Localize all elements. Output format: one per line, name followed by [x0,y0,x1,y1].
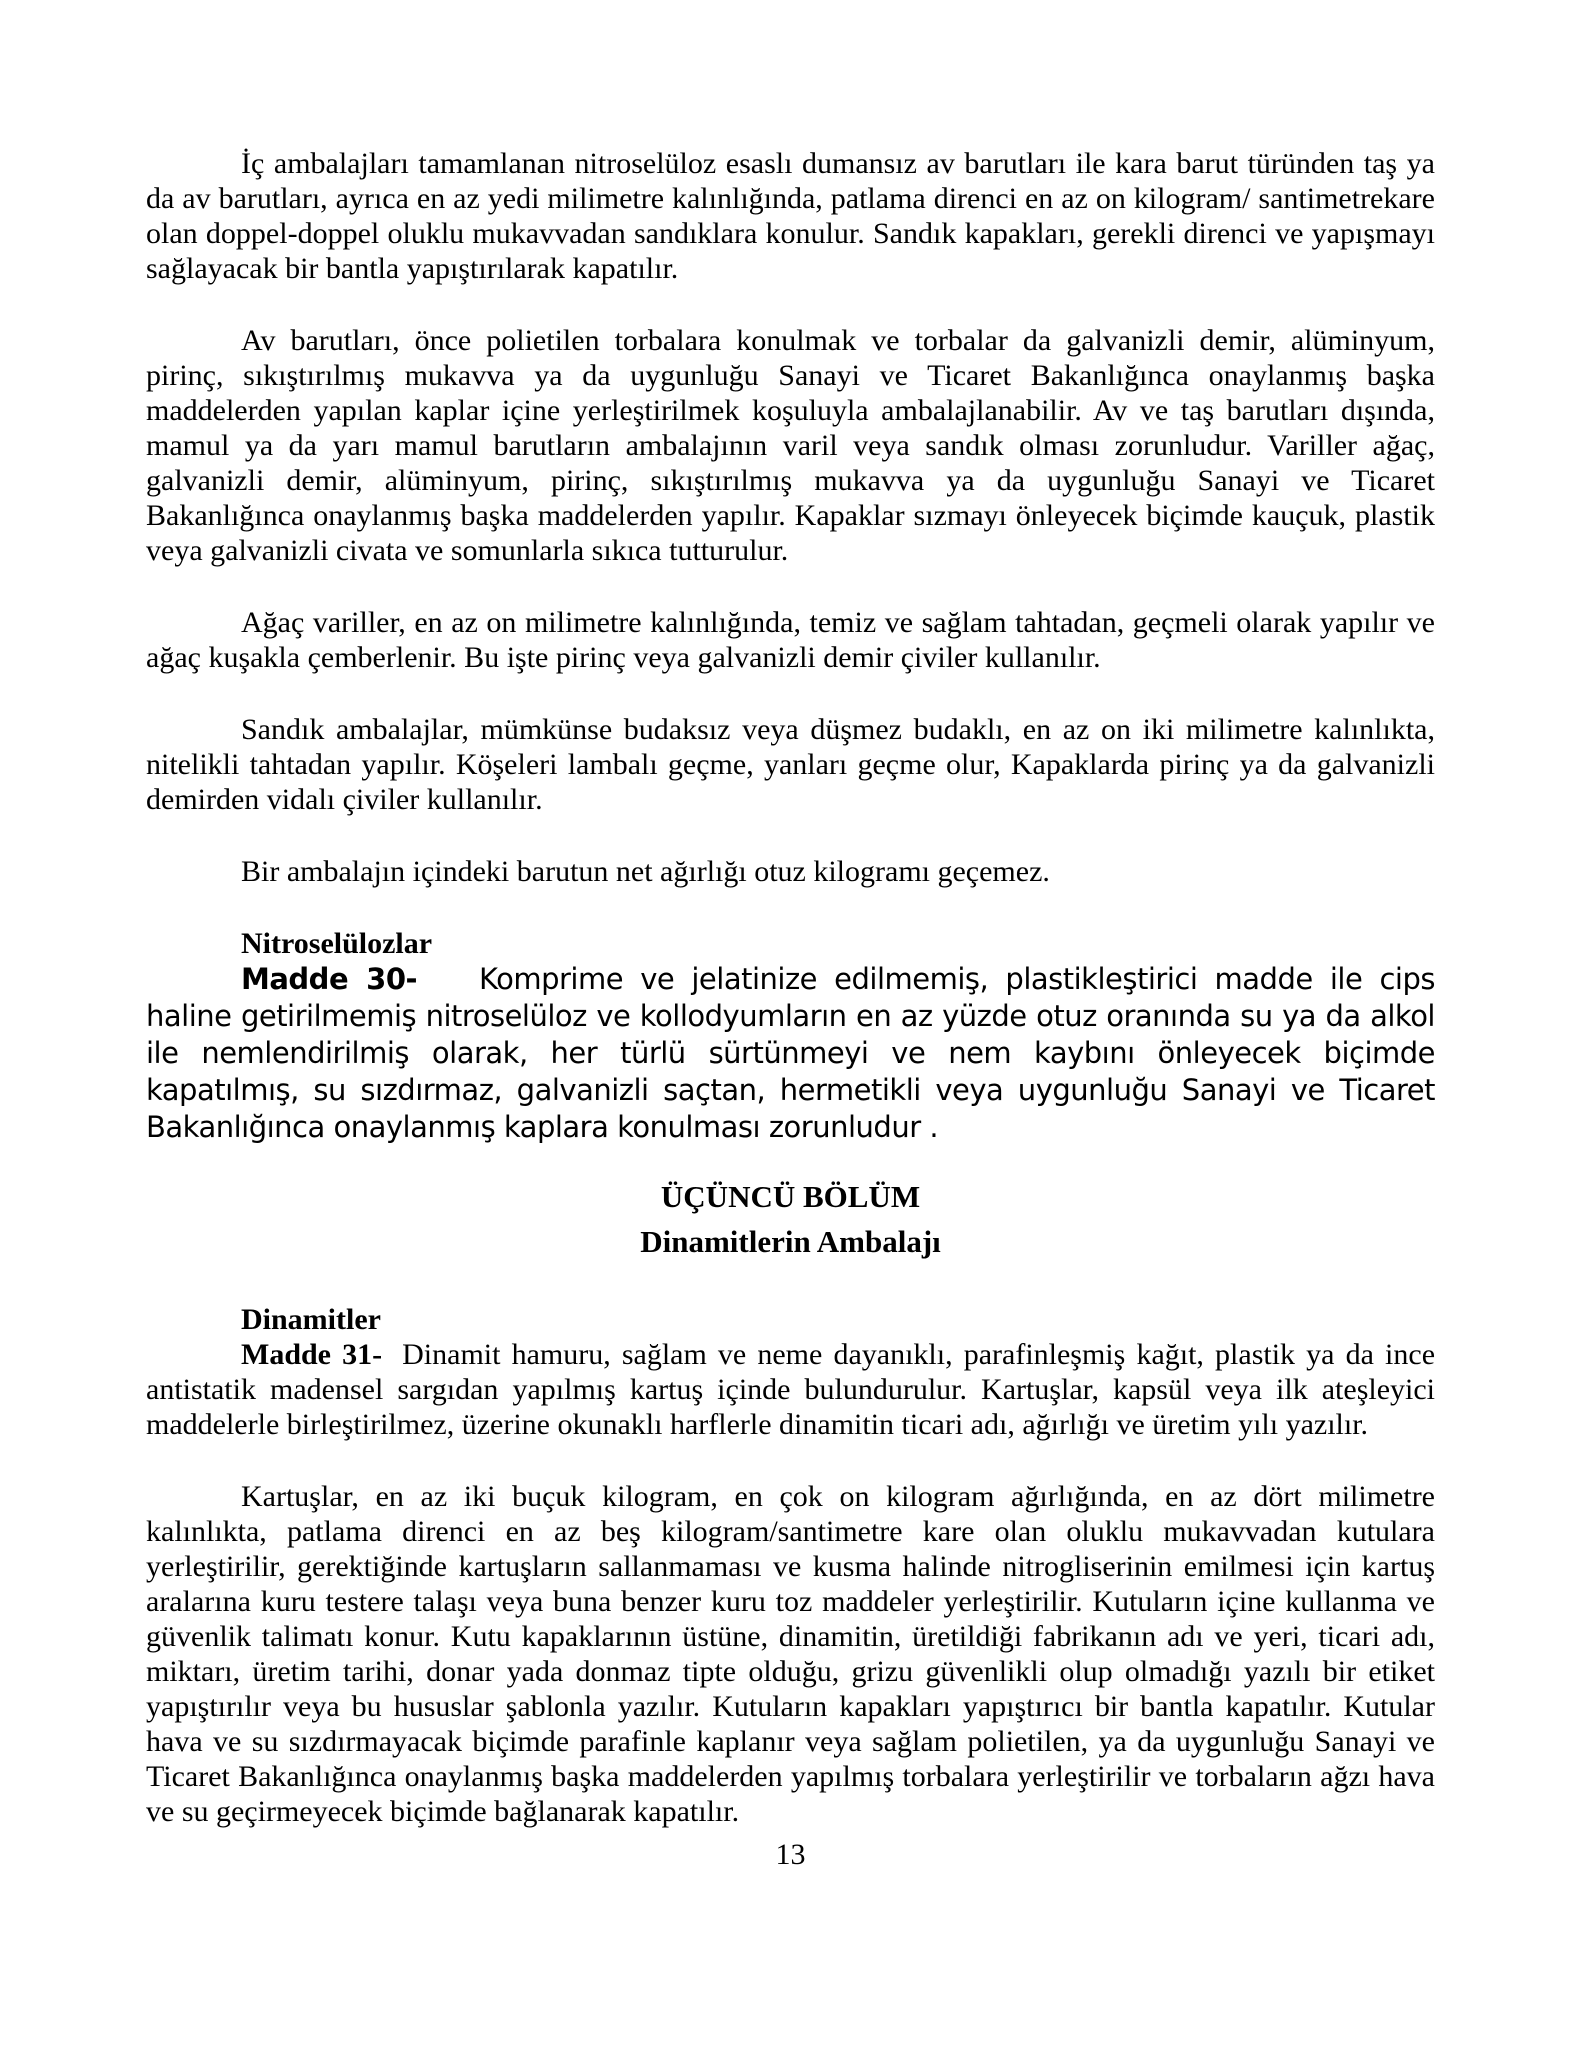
article-madde-30 [146,961,1435,1146]
paragraph-net-weight-limit: Bir ambalajın içindeki barutun net ağırlığı otuz kilogramı geçemez. [241,855,1050,888]
article-madde-30-label: Madde 30- [241,962,418,996]
section-title: ÜÇÜNCÜ BÖLÜM [660,1179,921,1214]
paragraph-crate-packaging: Sandık ambalajlar, mümkünse budaksız veya düşmez budaklı, en az on iki milimetre kalınlıkta, nitelikli tahtadan yapılır. Köşeleri lambalı geçme, yanları geçme olur, Kapaklarda pirinç ya da galvanizli demirden vidalı çiviler kullanılır. [146,713,1435,816]
article-madde-31-label: Madde 31- [241,1338,383,1371]
paragraph-inner-packaging: İç ambalajları tamamlanan nitroselüloz esaslı dumansız av barutları ile kara barut türünden taş ya da av barutları, ayrıca en az yedi milimetre kalınlığında, patlama direnci en az on kilogram/ santimetrekare olan doppel-doppel oluklu mukavvadan sandıklara konulur. Sandık kapakları, gerekli direnci ve yapışmayı sağlayacak bir bantla yapıştırılarak kapatılır. [146,147,1435,285]
heading-nitroselulozlar: Nitroselülozlar [241,927,433,960]
paragraph-cartridges: Kartuşlar, en az iki buçuk kilogram, en çok on kilogram ağırlığında, en az dört milimetre kalınlıkta, patlama direnci en az beş kilogram/santimetre kare olan oluklu mukavvadan kutulara yerleştirilir, gerektiğinde kartuşların sallanmaması ve kusma halinde nitrogliserinin emilmesi için kartuş aralarına kuru testere talaşı veya buna benzer kuru toz maddeler yerleştirilir. Kutuların içine kullanma ve güvenlik talimatı konur. Kutu kapaklarının üstüne, dinamitin, üretildiği fabrikanın adı ve yeri, ticari adı, miktarı, üretim tarihi, donar yada donmaz tipte olduğu, grizu güvenlikli olup olmadığı yazılı bir etiket yapıştırılır veya bu hususlar şablonla yazılır. Kutuların kapakları yapıştırıcı bir bantla kapatılır. Kutular hava ve su sızdırmayacak biçimde parafinle kaplanır veya sağlam polietilen, ya da uygunluğu Sanayi ve Ticaret Bakanlığınca onaylanmış başka maddelerden yapılmış torbalara yerleştirilir ve torbaların ağzı hava ve su geçirmeyecek biçimde bağlanarak kapatılır. [146,1480,1435,1828]
article-madde-31 [146,1337,1435,1442]
article-madde-31-text: Dinamit hamuru, sağlam ve neme dayanıklı, parafinleşmiş kağıt, plastik ya da ince antistatik madensel sargıdan yapılmış kartuş içinde bulundurulur. Kartuşlar, kapsül veya ilk ateşleyici maddelerle birleştirilmez, üzerine okunaklı harflerle dinamitin ticari adı, ağırlığı ve üretim yılı yazılır. [146,1338,1436,1441]
paragraph-hunting-powders: Av barutları, önce polietilen torbalara konulmak ve torbalar da galvanizli demir, alüminyum, pirinç, sıkıştırılmış mukavva ya da uygunluğu Sanayi ve Ticaret Bakanlığınca onaylanmış başka maddelerden yapılan kaplar içine yerleştirilmek koşuluyla ambalajlanabilir. Av ve taş barutları dışında, mamul ya da yarı mamul barutların ambalajının varil veya sandık olması zorunludur. Variller ağaç, galvanizli demir, alüminyum, pirinç, sıkıştırılmış mukavva ya da uygunluğu Sanayi ve Ticaret Bakanlığınca onaylanmış başka maddelerden yapılır. Kapaklar sızmayı önleyecek biçimde kauçuk, plastik veya galvanizli civata ve somunlarla sıkıca tutturulur. [146,324,1435,567]
paragraph-wooden-barrels: Ağaç variller, en az on milimetre kalınlığında, temiz ve sağlam tahtadan, geçmeli olarak yapılır ve ağaç kuşakla çemberlenir. Bu işte pirinç veya galvanizli demir çiviler kullanılır. [146,606,1435,674]
article-madde-30-text: Komprime ve jelatinize edilmemiş, plastikleştirici madde ile cips haline getirilmemiş nitroselüloz ve kollodyumların en az yüzde otuz oranında su ya da alkol ile nemlendirilmiş olarak, her türlü sürtünmeyi ve nem kaybını önleyecek biçimde kapatılmış, su sızdırmaz, galvanizli saçtan, hermetikli veya uygunluğu Sanayi ve Ticaret Bakanlığınca onaylanmış kaplara konulması zorunludur . [146,962,1435,1144]
heading-dinamitler: Dinamitler [241,1303,381,1336]
section-subtitle: Dinamitlerin Ambalajı [640,1224,941,1259]
page-number: 13 [775,1838,806,1871]
section-heading [146,1174,1435,1264]
